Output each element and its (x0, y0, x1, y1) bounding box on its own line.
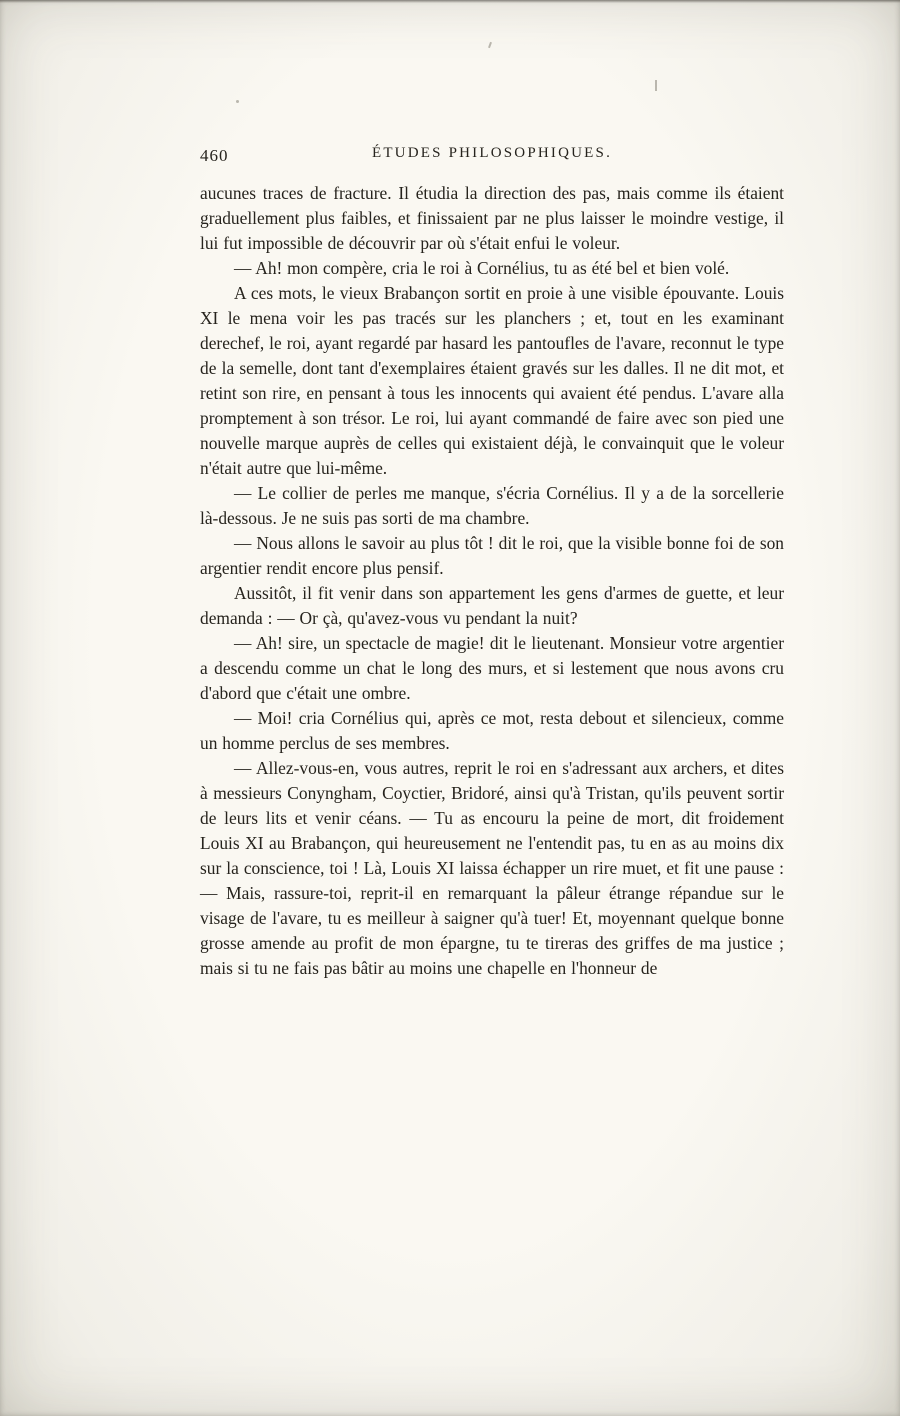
paragraph: — Allez-vous-en, vous autres, reprit le roi en s'adressant aux archers, et dites à messieurs Conyngham, Coyctier, Bridoré, ainsi qu'à Tristan, qu'ils peuvent sortir de leurs lits et venir céans. — Tu as encouru la peine de mort, dit froidement Louis XI au Brabançon, qui heureusement ne l'entendit pas, tu en as au moins dix sur la conscience, toi ! Là, Louis XI laissa échapper un rire muet, et fit une pause : — Mais, rassure-toi, reprit-il en remarquant la pâleur étrange répandue sur le visage de l'avare, tu es meilleur à saigner qu'à tuer! Et, moyennant quelque bonne grosse amende au profit de mon épargne, tu te tireras des griffes de ma justice ; mais si tu ne fais pas bâtir au moins une chapelle en l'honneur de (200, 758, 784, 978)
paragraph: — Ah! sire, un spectacle de magie! dit le lieutenant. Monsieur votre argentier a descendu comme un chat le long des murs, et si lestement que nous avons cru d'abord que c'était une ombre. (200, 633, 784, 703)
paragraph: aucunes traces de fracture. Il étudia la direction des pas, mais comme ils étaient graduellement plus faibles, et finissaient par ne plus laisser le moindre vestige, il lui fut impossible de découvrir par où s'était enfui le voleur. (200, 183, 784, 253)
paragraph: Aussitôt, il fit venir dans son appartement les gens d'armes de guette, et leur demanda : — Or çà, qu'avez-vous vu pendant la nuit? (200, 583, 784, 628)
paragraph: A ces mots, le vieux Brabançon sortit en proie à une visible épouvante. Louis XI le mena voir les pas tracés sur les planchers ; et, tout en les examinant derechef, le roi, ayant regardé par hasard les pantoufles de l'avare, reconnut le type de la semelle, dont tant d'exemplaires étaient gravés sur les dalles. Il ne dit mot, et retint son rire, en pensant à tous les innocents qui avaient été pendus. L'avare alla promptement à son trésor. Le roi, lui ayant commandé de faire avec son pied une nouvelle marque auprès de celles qui existaient déjà, le convainquit que le voleur n'était autre que lui-même. (200, 283, 784, 478)
paragraph: — Nous allons le savoir au plus tôt ! dit le roi, que la visible bonne foi de son argentier rendit encore plus pensif. (200, 533, 784, 578)
page-header (200, 145, 784, 169)
scan-artifact (236, 100, 239, 103)
paragraph: — Moi! cria Cornélius qui, après ce mot, resta debout et silencieux, comme un homme perclus de ses membres. (200, 708, 784, 753)
scan-artifact (655, 80, 657, 91)
running-title: ÉTUDES PHILOSOPHIQUES. (371, 145, 613, 161)
text-block (200, 145, 784, 981)
page-body (200, 181, 784, 981)
scan-artifact (488, 42, 492, 48)
page-number: 460 (200, 146, 229, 165)
paragraph: — Ah! mon compère, cria le roi à Cornélius, tu as été bel et bien volé. (234, 258, 730, 278)
paragraph: — Le collier de perles me manque, s'écria Cornélius. Il y a de la sorcellerie là-dessous. Je ne suis pas sorti de ma chambre. (200, 483, 784, 528)
